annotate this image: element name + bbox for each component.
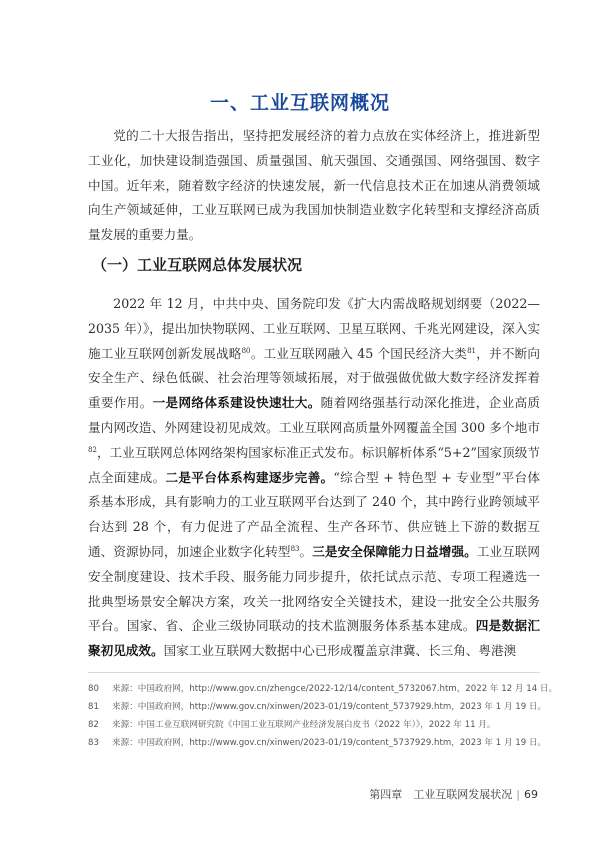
subsection-title: （一）工业互联网总体发展状况: [92, 256, 303, 274]
footer-chapter: 第四章 工业互联网发展状况: [369, 788, 513, 801]
footnote-ref: 83: [290, 544, 300, 553]
body-paragraph: [88, 292, 540, 664]
footnote-number: 83: [88, 738, 99, 748]
footnote: [88, 680, 558, 698]
intro-paragraph: 党的二十大报告指出，坚持把发展经济的着力点放在实体经济上，推进新型工业化，加快建设制造强国、质量强国、航天强国、交通强国、网络强国、数字中国。近年来，随着数字经济的快速发展，新一代信息技术正在加速从消费领域向生产领域延伸，工业互联网已成为我国加快制造业数字化转型和支撑经济高质量发展的重要力量。: [88, 128, 540, 243]
body-text: 2022 年 12 月，中共中央、国务院印发《扩大内需战略规划纲要（2022—2035 年）》，提出加快物联网、工业互联网、卫星互联网、千兆光网建设，深入实施工业互联网创新发展战略: [88, 296, 540, 361]
footnote-text: 来源：中国政府网，http://www.gov.cn/zhengce/2022-12/14/content_5732067.htm，2022 年 12 月 14 日。: [112, 684, 558, 694]
body-text: 。工业互联网融入 45 个国民经济大类: [250, 345, 468, 361]
footnote-ref: 80: [241, 346, 251, 355]
footnote-text: 来源：中国工业互联网研究院《中国工业互联网产业经济发展白皮书（2022 年）》，2022 年 11 月。: [112, 720, 496, 730]
body-text: ，并不断向安全生产、绿色低碳、社会治理等领域拓展，对于做强做优做大数字经济发挥着重要作用。: [88, 345, 540, 411]
body-text: 工业互联网安全制度建设、技术手段、服务能力同步提升，依托试点示范、专项工程遴选一批典型场景安全解决方案，攻关一批网络安全关键技术，建设一批安全公共服务平台。国家、省、企业三级协同联动的技术监测服务体系基本建成。: [88, 543, 541, 634]
footer-separator: |: [516, 788, 520, 801]
footnote: [88, 716, 548, 734]
body-text: “综合型 + 特色型 + 专业型”平台体系基本形成，具有影响力的工业互联网平台达到了 240 个，其中跨行业跨领域平台达到 28 个，有力促进了产品全流程、生产各环节、供应链上下游的数据互通、资源协同，加速企业数字化转型: [88, 469, 541, 559]
highlight-text: 二是平台体系构建逐步完善。: [165, 469, 334, 485]
footnote-text: 来源：中国政府网，http://www.gov.cn/xinwen/2023-01/19/content_5737929.htm，2023 年 1 月 19 日。: [112, 738, 547, 748]
page-footer: [369, 786, 538, 802]
footnote-ref: 81: [467, 346, 477, 355]
footnote-text: 来源：中国政府网，http://www.gov.cn/xinwen/2023-01/19/content_5737929.htm，2023 年 1 月 19 日。: [112, 702, 547, 712]
footnote: [88, 698, 548, 716]
section-title: 一、工业互联网概况: [209, 92, 390, 114]
footnote-ref: 82: [88, 445, 97, 454]
body-text: 。: [299, 543, 313, 559]
footnote-number: 81: [88, 702, 99, 712]
highlight-text: 三是安全保障能力日益增强。: [312, 543, 477, 559]
footnote-divider: [88, 672, 540, 673]
page-number: 69: [524, 788, 538, 801]
footnote-number: 80: [88, 684, 99, 694]
footnotes: [88, 680, 558, 752]
body-text: 国家工业互联网大数据中心已形成覆盖京津冀、长三角、粤港澳: [163, 643, 517, 659]
footnote: [88, 734, 548, 752]
highlight-text: 一是网络体系建设快速壮大。: [152, 395, 321, 411]
body-text: 随着网络强基行动深化推进，企业高质量内网改造、外网建设初见成效。工业互联网高质量外网覆盖全国 300 多个地市: [88, 395, 541, 435]
footnote-number: 82: [88, 720, 99, 730]
body-text: ，工业互联网总体网络架构国家标准正式发布。标识解析体系“5+2”国家顶级节点全面建成。: [88, 444, 540, 485]
highlight-text: 四是数据汇聚初见成效。: [88, 618, 541, 659]
